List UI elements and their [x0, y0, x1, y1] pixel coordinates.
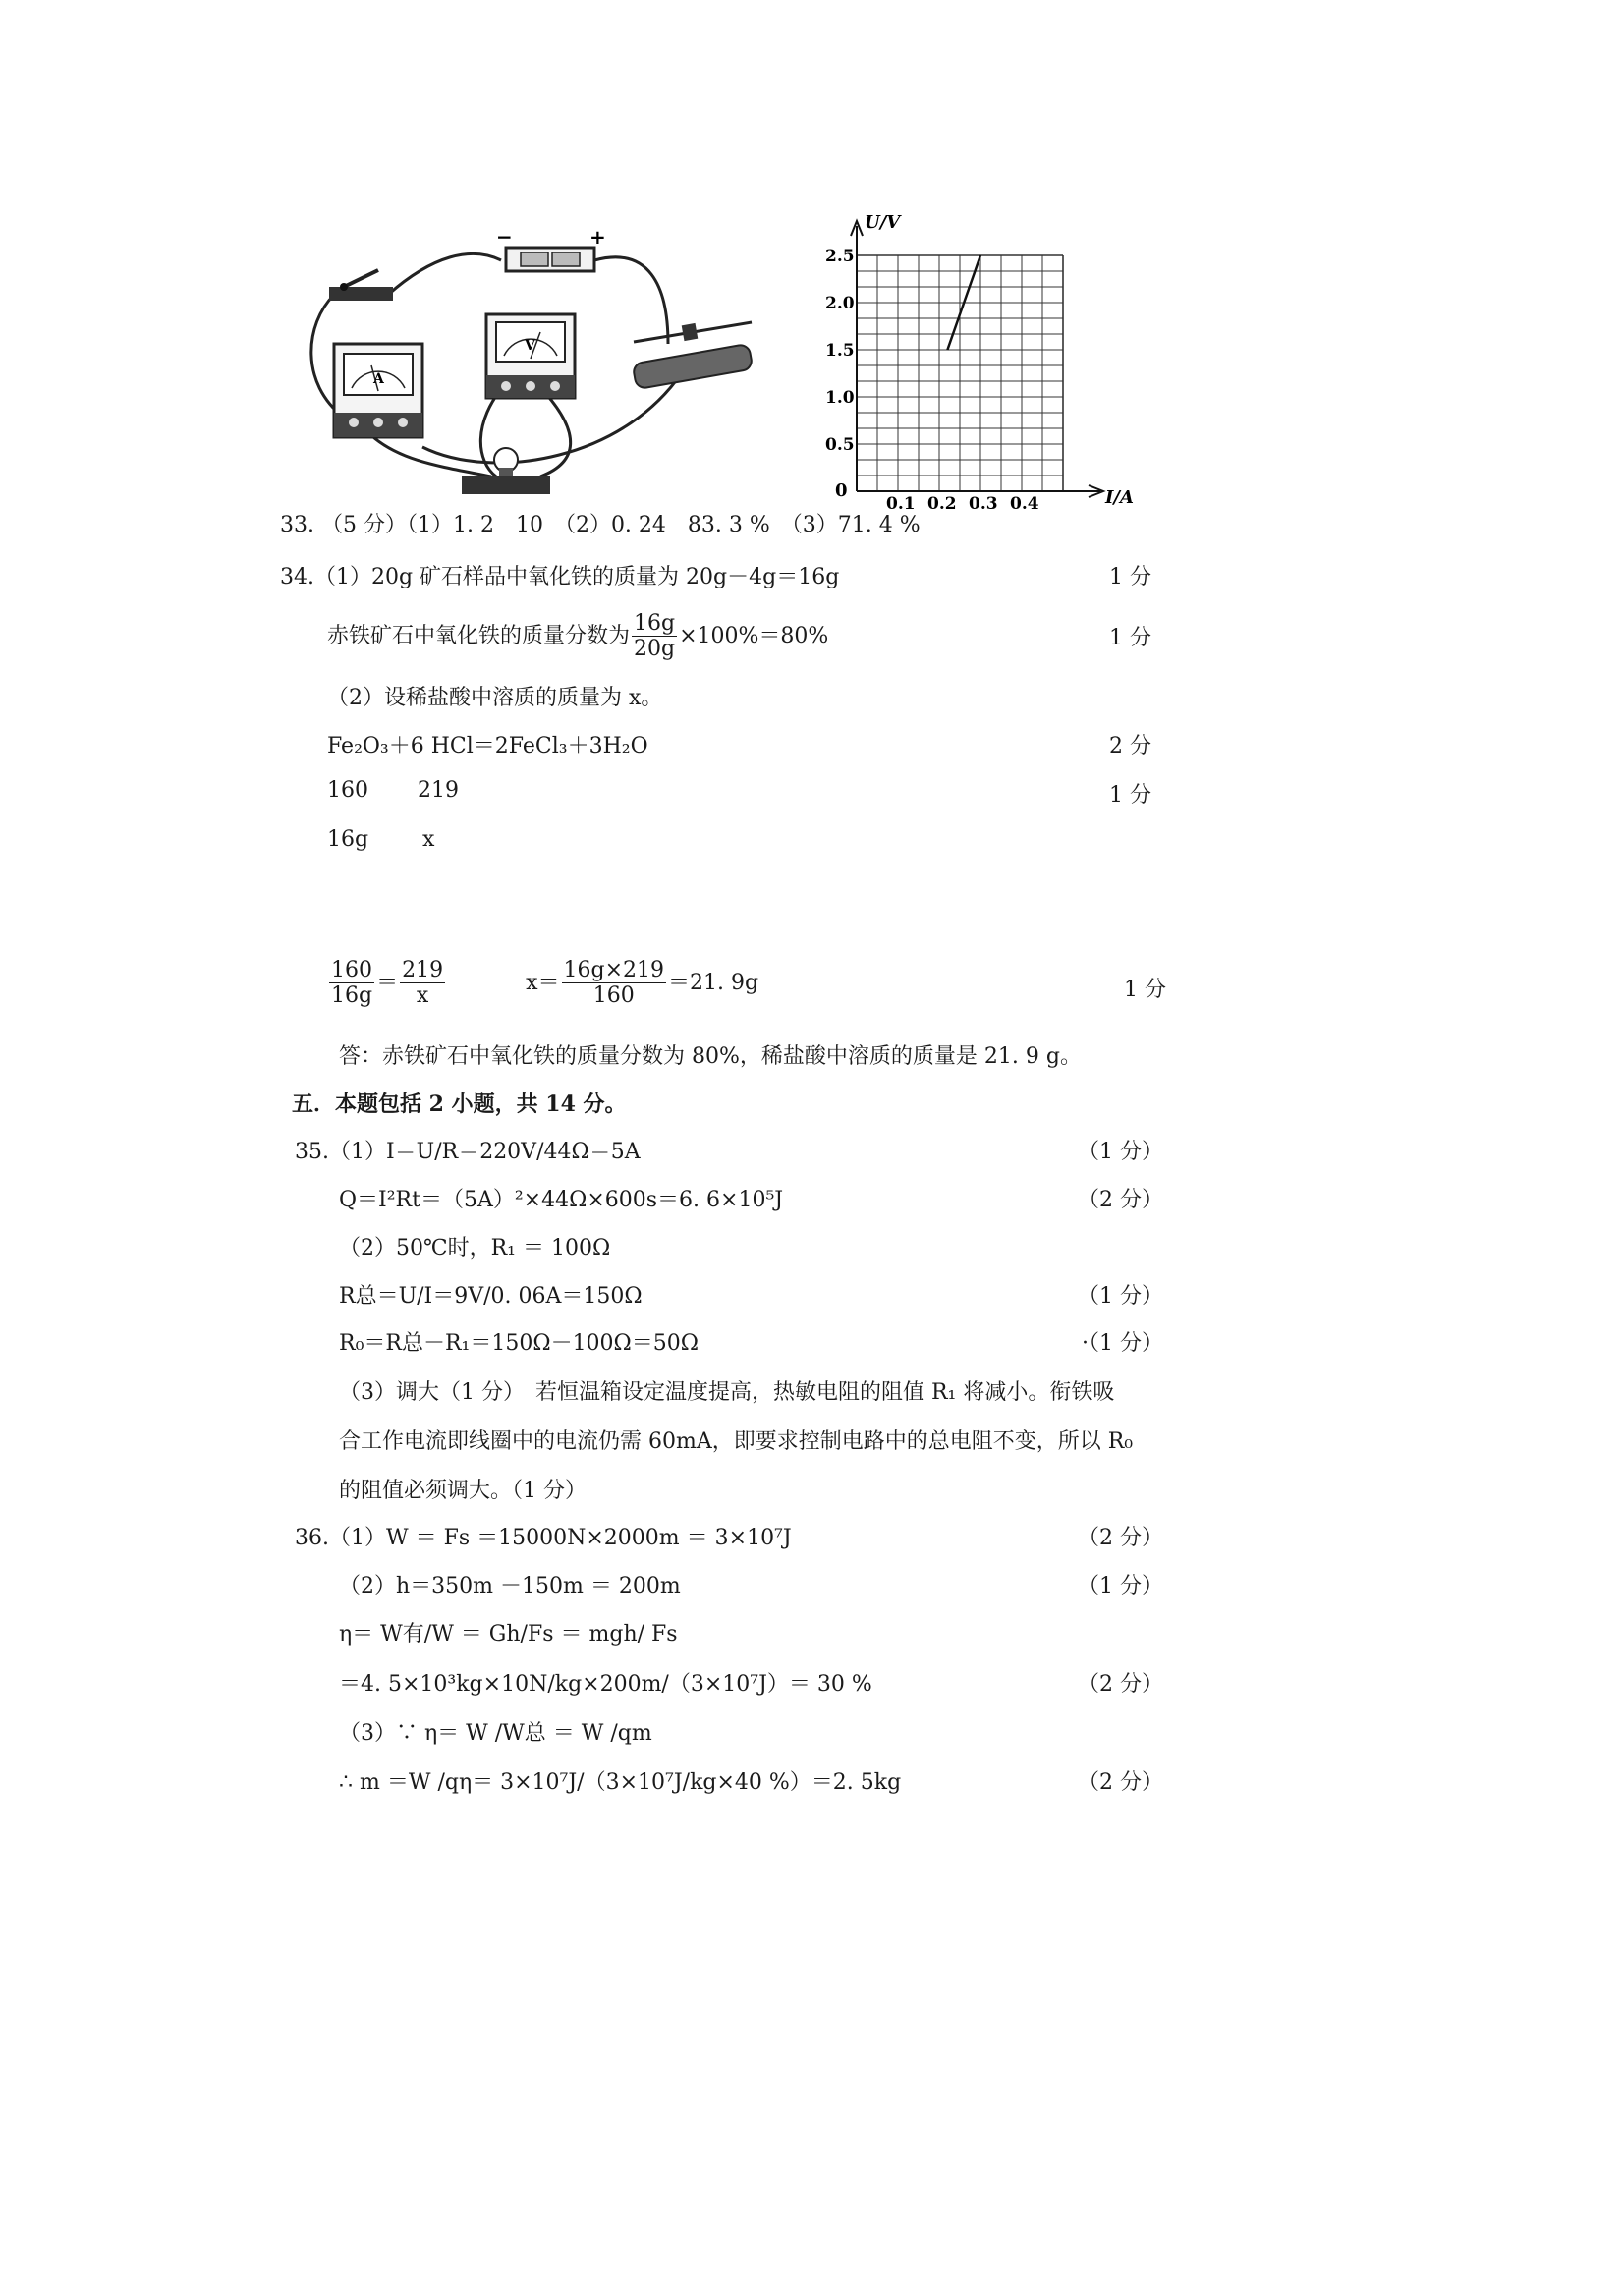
q34-line-2-suffix: ×100%＝80% [679, 623, 829, 648]
bulb-icon [462, 448, 550, 494]
battery-plus-label: + [589, 226, 606, 249]
q35-line-8: 的阻值必须调大。（1 分） [339, 1479, 587, 1503]
switch-icon [329, 270, 393, 301]
battery-icon [496, 226, 606, 271]
q34-line-3: （2）设稀盐酸中溶质的质量为 x。 [327, 686, 663, 710]
q36-line-2-score: （1 分） [1078, 1574, 1163, 1598]
q34-mass-219: 219 [418, 778, 459, 803]
fraction-16g-20g [632, 611, 677, 662]
y-tick-label: 1.0 [825, 388, 855, 408]
q34-mass-16g: 16g [327, 827, 369, 852]
fraction-num: 16g [634, 611, 676, 636]
x-axis-label: I/A [1105, 487, 1134, 508]
q36-line-2: （2）h＝350m －150m ＝ 200m [339, 1574, 681, 1598]
ui-graph [806, 206, 1140, 511]
q34-proportion [327, 958, 758, 1009]
circuit-diagram [295, 226, 845, 511]
fraction-num: 16g×219 [563, 958, 665, 982]
fraction-den: 20g [634, 637, 676, 662]
q34-equation-score: 2 分 [1109, 734, 1151, 758]
q36-line-3: η＝ W有/W ＝ Gh/Fs ＝ mgh/ Fs [339, 1622, 678, 1647]
q35-line-6: （3）调大（1 分） 若恒温箱设定温度提高，热敏电阻的阻值 R₁ 将减小。衔铁吸 [339, 1380, 1115, 1405]
q35-line-2-score: （2 分） [1078, 1188, 1163, 1212]
q34-line-1-score: 1 分 [1109, 565, 1151, 589]
q36-line-5: （3）∵ η＝ W /W总 ＝ W /qm [339, 1721, 652, 1746]
ammeter-letter: A [373, 371, 384, 387]
q34-answer: 答：赤铁矿石中氧化铁的质量分数为 80%，稀盐酸中溶质的质量是 21. 9 g。 [339, 1044, 1082, 1069]
fraction-den: x [416, 983, 429, 1009]
q35-line-4-score: （1 分） [1078, 1284, 1163, 1309]
q36-line-1: 36.（1）W ＝ Fs ＝15000N×2000m ＝ 3×10⁷J [295, 1526, 792, 1550]
rheostat-icon [633, 322, 754, 389]
q33-line: 33. （5 分）（1）1. 2 10 （2）0. 24 83. 3 % （3）71. 4 % [280, 513, 921, 537]
q35-line-1-score: （1 分） [1078, 1140, 1163, 1164]
y-axis-label: U/V [865, 212, 901, 233]
section-5-heading: 五．本题包括 2 小题，共 14 分。 [292, 1092, 627, 1117]
y-tick-label: 1.5 [825, 341, 855, 361]
fraction-16gx219-160 [562, 958, 667, 1009]
fraction-den: 160 [592, 983, 635, 1009]
q35-line-2: Q＝I²Rt＝（5A）²×44Ω×600s＝6. 6×10⁵J [339, 1188, 784, 1212]
voltmeter-letter: V [525, 338, 535, 354]
fraction-160-16g [329, 958, 374, 1009]
x-tick-label: 0.2 [927, 494, 957, 511]
origin-label: 0 [835, 480, 848, 501]
q34-mass-160: 160 [327, 778, 368, 803]
q36-line-1-score: （2 分） [1078, 1526, 1163, 1550]
q34-line-2-score: 1 分 [1109, 626, 1151, 650]
q36-line-4: ＝4. 5×10³kg×10N/kg×200m/（3×10⁷J）＝ 30 % [339, 1672, 872, 1697]
q35-line-4: R总＝U/I＝9V/0. 06A＝150Ω [339, 1284, 643, 1309]
battery-minus-label: − [496, 226, 513, 249]
x-tick-label: 0.3 [969, 494, 998, 511]
q34-mass-score: 1 分 [1109, 783, 1151, 808]
voltmeter-icon [486, 314, 575, 398]
y-tick-label: 2.5 [825, 247, 855, 266]
q35-line-3: （2）50℃时，R₁ ＝ 100Ω [339, 1236, 611, 1260]
fraction-num: 219 [402, 958, 444, 982]
q34-proportion-score: 1 分 [1124, 978, 1166, 1002]
fraction-num: 160 [329, 958, 374, 983]
x-tick-label: 0.1 [886, 494, 916, 511]
equals-sign: ＝ [376, 970, 399, 995]
y-tick-label: 2.0 [825, 294, 855, 313]
q34-line-2-prefix: 赤铁矿石中氧化铁的质量分数为 [327, 623, 631, 648]
q35-line-5-score: ·（1 分） [1082, 1331, 1163, 1356]
ammeter-icon [334, 344, 422, 437]
fraction-den: 16g [331, 983, 373, 1009]
q34-mass-x: x [422, 827, 435, 852]
q36-line-4-score: （2 分） [1078, 1672, 1163, 1697]
y-tick-label: 0.5 [825, 435, 855, 455]
q34-line-1: 34.（1）20g 矿石样品中氧化铁的质量为 20g－4g＝16g [280, 565, 840, 589]
q35-line-1: 35.（1）I＝U/R＝220V/44Ω＝5A [295, 1140, 641, 1164]
q36-line-6: ∴ m ＝W /qη＝ 3×10⁷J/（3×10⁷J/kg×40 %）＝2. 5kg [339, 1770, 902, 1795]
fraction-219-x [400, 958, 445, 1009]
q34-equation: Fe₂O₃＋6 HCl＝2FeCl₃＋3H₂O [327, 734, 648, 758]
q36-line-6-score: （2 分） [1078, 1770, 1163, 1795]
q35-line-7: 合工作电流即线圈中的电流仍需 60mA，即要求控制电路中的总电阻不变，所以 R₀ [339, 1429, 1134, 1454]
q34-result: ＝21. 9g [668, 970, 759, 995]
x-equals: x＝ [526, 970, 560, 995]
q34-line-2 [327, 611, 828, 662]
q35-line-5: R₀＝R总－R₁＝150Ω－100Ω＝50Ω [339, 1331, 700, 1356]
x-tick-label: 0.4 [1010, 494, 1039, 511]
